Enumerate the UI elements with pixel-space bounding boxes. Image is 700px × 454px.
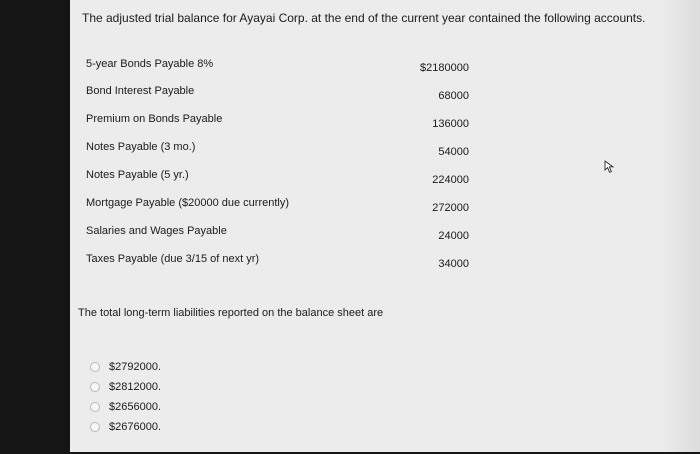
account-amount: $2180000	[420, 62, 469, 74]
answer-option-label: $2812000.	[109, 381, 161, 393]
answer-option[interactable]	[90, 420, 161, 434]
account-name: Salaries and Wages Payable	[86, 225, 227, 237]
answer-option-label: $2656000.	[109, 401, 161, 413]
account-amount: 54000	[438, 146, 469, 158]
account-name: Premium on Bonds Payable	[86, 113, 223, 125]
answer-option-label: $2676000.	[109, 421, 161, 433]
mouse-cursor-icon	[604, 160, 616, 174]
question-text: The adjusted trial balance for Ayayai Corp. at the end of the current year contained the following accounts.	[82, 11, 646, 25]
account-amount: 136000	[432, 118, 469, 130]
answer-option[interactable]	[90, 360, 161, 374]
account-amount: 24000	[438, 230, 469, 242]
answer-option[interactable]	[90, 380, 161, 394]
account-name: Bond Interest Payable	[86, 85, 195, 97]
radio-button[interactable]	[90, 382, 100, 392]
account-amount: 68000	[438, 90, 469, 102]
account-name: Notes Payable (3 mo.)	[86, 141, 196, 153]
radio-button[interactable]	[90, 422, 100, 432]
question-sheet	[70, 0, 700, 452]
account-amount: 272000	[432, 202, 469, 214]
account-amount: 224000	[432, 174, 469, 186]
radio-button[interactable]	[90, 402, 100, 412]
question-prompt: The total long-term liabilities reported on the balance sheet are	[78, 307, 384, 319]
account-name: Notes Payable (5 yr.)	[86, 169, 189, 181]
account-name: Taxes Payable (due 3/15 of next yr)	[86, 253, 260, 265]
account-name: Mortgage Payable ($20000 due currently)	[86, 197, 290, 209]
answer-option[interactable]	[90, 400, 161, 414]
radio-button[interactable]	[90, 362, 100, 372]
account-name: 5-year Bonds Payable 8%	[86, 58, 214, 70]
account-amount: 34000	[438, 258, 469, 270]
answer-option-label: $2792000.	[109, 361, 161, 373]
